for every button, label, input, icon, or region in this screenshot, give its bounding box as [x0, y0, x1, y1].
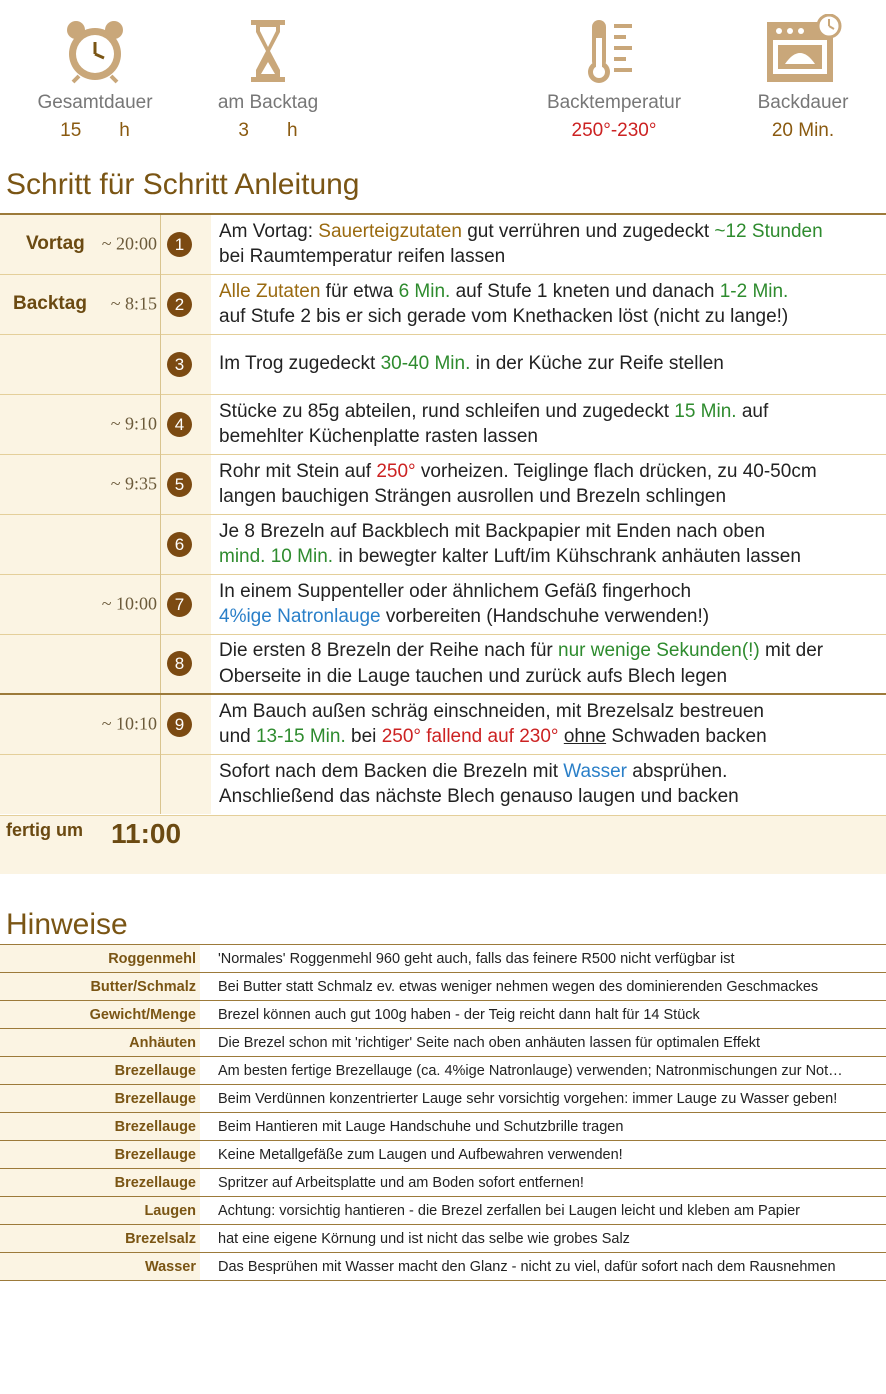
note-text: Bei Butter statt Schmalz ev. etwas weniger nehmen wegen des dominierenden Geschmackes: [200, 973, 886, 1001]
note-row: [0, 1253, 886, 1281]
steps-title: Schritt für Schritt Anleitung: [6, 168, 360, 201]
stat-total-unit: h: [119, 120, 130, 141]
step-number-badge: 6: [167, 532, 192, 557]
steps-table: [0, 213, 886, 814]
note-row: [0, 945, 886, 973]
stat-total-value: 15: [60, 120, 82, 141]
note-key: Wasser: [0, 1253, 200, 1281]
step-row: [0, 634, 886, 694]
note-key: Brezellauge: [0, 1113, 200, 1141]
step-row: [0, 694, 886, 754]
step-text: Die ersten 8 Brezeln der Reihe nach für nur wenige Sekunden(!) mit der Oberseite in die Lauge tauchen und zurück aufs Blech legen: [211, 634, 886, 694]
note-row: [0, 1057, 886, 1085]
stat-total: [20, 12, 170, 142]
note-row: [0, 1113, 886, 1141]
note-text: Die Brezel schon mit 'richtiger' Seite nach oben anhäuten lassen für optimalen Effekt: [200, 1029, 886, 1057]
note-row: [0, 973, 886, 1001]
step-text: Am Vortag: Sauerteigzutaten gut verrühren und zugedeckt ~12 Stunden bei Raumtemperatur reifen lassen: [211, 214, 886, 274]
note-text: Spritzer auf Arbeitsplatte und am Boden sofort entfernen!: [200, 1169, 886, 1197]
note-key: Anhäuten: [0, 1029, 200, 1057]
step-day: Backtag: [13, 293, 87, 314]
step-row: [0, 274, 886, 334]
note-row: [0, 1169, 886, 1197]
note-text: Beim Hantieren mit Lauge Handschuhe und Schutzbrille tragen: [200, 1113, 886, 1141]
notes-title: Hinweise: [6, 908, 128, 941]
note-key: Roggenmehl: [0, 945, 200, 973]
stat-bakeday: [193, 12, 343, 142]
step-text: Im Trog zugedeckt 30-40 Min. in der Küche zur Reife stellen: [211, 334, 886, 394]
note-key: Brezelsalz: [0, 1225, 200, 1253]
step-text: Rohr mit Stein auf 250° vorheizen. Teiglinge flach drücken, zu 40-50cm langen bauchigen Strängen ausrollen und Brezeln schlingen: [211, 454, 886, 514]
recipe-stats: [0, 0, 886, 150]
note-text: Beim Verdünnen konzentrierter Lauge sehr vorsichtig vorgehen: immer Lauge zu Wasser geben!: [200, 1085, 886, 1113]
stat-duration-label: Backdauer: [757, 92, 849, 113]
step-row: [0, 214, 886, 274]
note-text: Am besten fertige Brezellauge (ca. 4%ige Natronlauge) verwenden; Natronmischungen zur Not…: [200, 1057, 886, 1085]
stat-temp: [539, 12, 689, 142]
finish-time: 11:00: [111, 818, 182, 849]
note-row: [0, 1029, 886, 1057]
stat-temp-label: Backtemperatur: [546, 92, 682, 113]
note-text: Das Besprühen mit Wasser macht den Glanz - nicht zu viel, dafür sofort nach dem Rausnehmen: [200, 1253, 886, 1281]
thermometer-icon: [584, 18, 644, 84]
note-key: Brezellauge: [0, 1085, 200, 1113]
stat-bakeday-value: 3: [238, 120, 249, 141]
step-number-badge: 1: [167, 232, 192, 257]
alarm-clock-icon: [65, 18, 125, 84]
note-text: hat eine eigene Körnung und ist nicht das selbe wie grobes Salz: [200, 1225, 886, 1253]
step-time: ~ 9:35: [110, 473, 157, 494]
note-key: Brezellauge: [0, 1057, 200, 1085]
step-time: ~ 10:10: [101, 713, 157, 734]
step-number-badge: 4: [167, 412, 192, 437]
step-text: Sofort nach dem Backen die Brezeln mit Wasser absprühen. Anschließend das nächste Blech genauso laugen und backen: [211, 754, 886, 814]
step-time: ~ 10:00: [101, 593, 157, 614]
step-row: [0, 514, 886, 574]
step-text: Je 8 Brezeln auf Backblech mit Backpapier mit Enden nach oben mind. 10 Min. in bewegter kalter Luft/im Kühschrank anhäuten lassen: [211, 514, 886, 574]
note-row: [0, 1141, 886, 1169]
step-number-badge: 9: [167, 712, 192, 737]
note-key: Brezellauge: [0, 1141, 200, 1169]
note-key: Butter/Schmalz: [0, 973, 200, 1001]
step-row: [0, 574, 886, 634]
stat-total-label: Gesamtdauer: [37, 92, 153, 113]
stat-duration-value: 20 Min.: [771, 120, 835, 141]
step-number-badge: 7: [167, 592, 192, 617]
note-text: Brezel können auch gut 100g haben - der Teig reicht dann halt für 14 Stück: [200, 1001, 886, 1029]
stat-bakeday-label: am Backtag: [217, 92, 319, 113]
note-row: [0, 1001, 886, 1029]
note-row: [0, 1085, 886, 1113]
step-text: Stücke zu 85g abteilen, rund schleifen und zugedeckt 15 Min. auf bemehlter Küchenplatte rasten lassen: [211, 394, 886, 454]
step-text: Alle Zutaten für etwa 6 Min. auf Stufe 1 kneten und danach 1-2 Min. auf Stufe 2 bis er sich gerade vom Knethacken löst (nicht zu lange!): [211, 274, 886, 334]
step-row: [0, 754, 886, 814]
stat-bakeday-unit: h: [287, 120, 298, 141]
step-number-badge: 8: [167, 651, 192, 676]
note-row: [0, 1225, 886, 1253]
hourglass-icon: [248, 18, 288, 84]
step-number-badge: 5: [167, 472, 192, 497]
step-row: [0, 394, 886, 454]
note-key: Brezellauge: [0, 1169, 200, 1197]
step-text: Am Bauch außen schräg einschneiden, mit Brezelsalz bestreuen und 13-15 Min. bei 250° fallend auf 230° ohne Schwaden backen: [211, 694, 886, 754]
step-row: [0, 454, 886, 514]
step-time: ~ 20:00: [101, 233, 157, 254]
step-row: [0, 334, 886, 394]
note-key: Gewicht/Menge: [0, 1001, 200, 1029]
step-time: ~ 8:15: [110, 293, 157, 314]
step-day: Vortag: [26, 233, 85, 255]
step-number-badge: 2: [167, 292, 192, 317]
finish-row: [0, 815, 886, 874]
step-time: ~ 9:10: [110, 413, 157, 434]
step-number-badge: 3: [167, 352, 192, 377]
oven-timer-icon: [763, 14, 843, 84]
note-row: [0, 1197, 886, 1225]
note-text: Achtung: vorsichtig hantieren - die Brezel zerfallen bei Laugen leicht und kleben am Papier: [200, 1197, 886, 1225]
step-text: In einem Suppenteller oder ähnlichem Gefäß fingerhoch 4%ige Natronlauge vorbereiten (Handschuhe verwenden!): [211, 574, 886, 634]
note-text: 'Normales' Roggenmehl 960 geht auch, falls das feinere R500 nicht verfügbar ist: [200, 945, 886, 973]
stat-temp-value: 250°-230°: [571, 120, 657, 141]
finish-label: fertig um: [6, 820, 84, 840]
note-key: Laugen: [0, 1197, 200, 1225]
notes-table: [0, 944, 886, 1281]
note-text: Keine Metallgefäße zum Laugen und Aufbewahren verwenden!: [200, 1141, 886, 1169]
stat-duration: [728, 12, 878, 142]
